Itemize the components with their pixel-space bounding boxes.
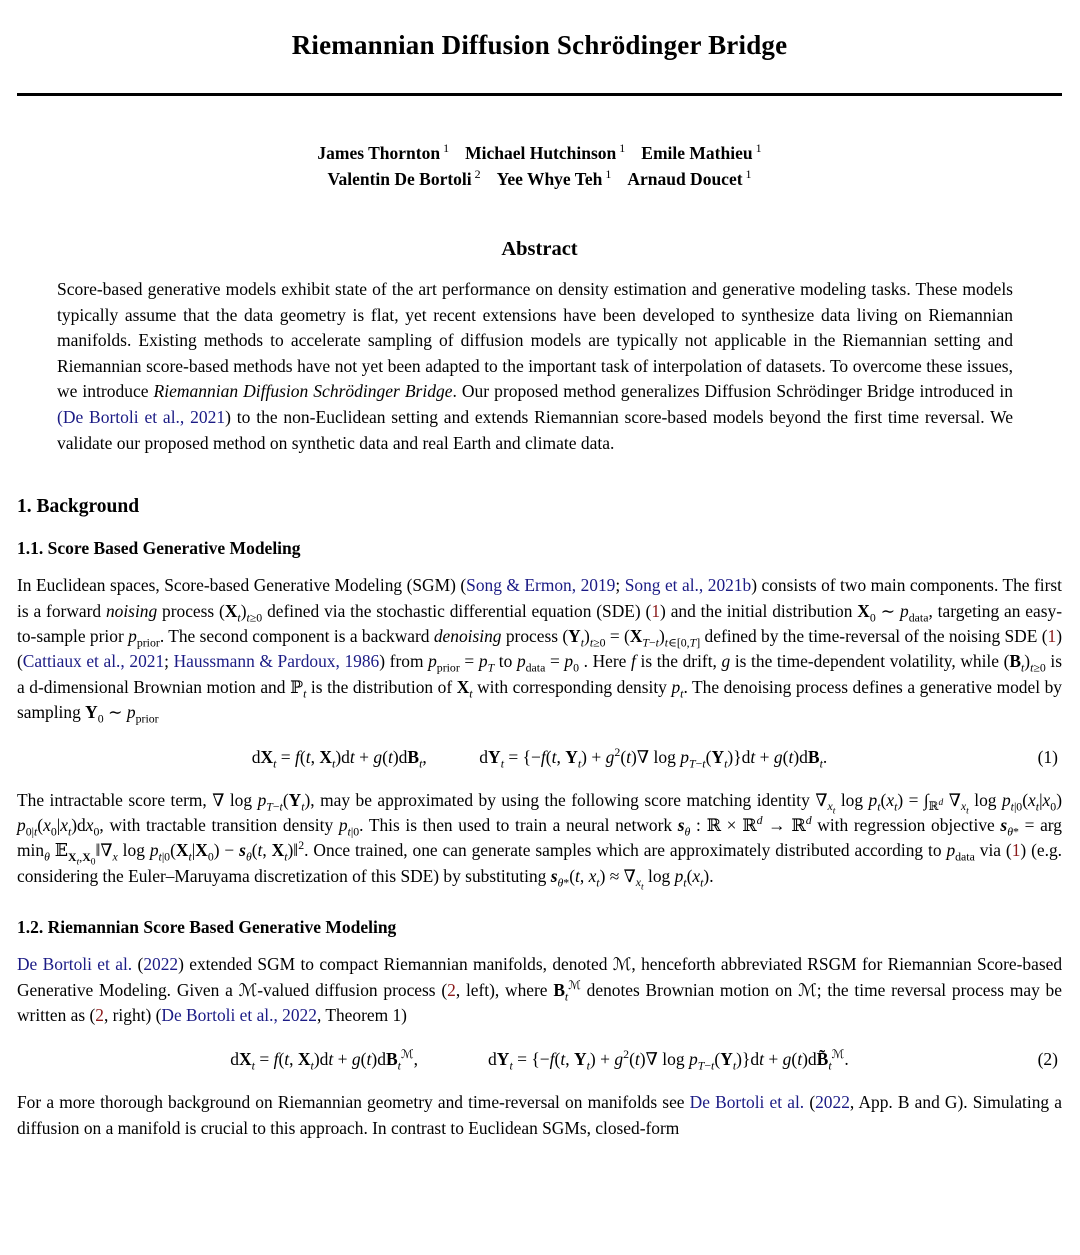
equation-1 — [17, 742, 1062, 772]
text-segment: , App. B and G). Simulating a diffusion on a manifold is crucial to this approach. In contrast to Euclidean SGMs, closed-form — [17, 1092, 1062, 1138]
text-segment: $Y_0$ ∼ $p_{prior}$ — [85, 702, 159, 726]
equation-ref-link[interactable]: 1 — [651, 600, 661, 621]
equation-ref-link[interactable]: 1 — [1011, 840, 1021, 861]
citation-link[interactable]: De Bortoli et al., 2022 — [161, 1005, 317, 1026]
text-segment: ; the time reversal process may be written as ( — [17, 979, 1062, 1026]
text-segment: Yee Whye Teh — [496, 169, 603, 189]
text-segment: noising — [105, 600, 158, 621]
text-segment: defined via the stochastic differential equation (SDE) ( — [262, 600, 652, 621]
citation-link[interactable]: Cattiaux et al., 2021 — [22, 651, 165, 672]
section-heading-background: 1. Background — [17, 496, 140, 518]
text-segment: ℳ — [238, 979, 258, 1000]
text-segment: , may be approximated by using the following score matching identity — [310, 789, 816, 810]
text-segment: ℳ — [612, 954, 632, 975]
equation-2 — [17, 1044, 1062, 1074]
text-segment: , targeting an easy-to-sample prior — [17, 600, 1062, 646]
text-segment: denotes Brownian motion on — [580, 979, 799, 1000]
abstract-text — [57, 277, 1013, 456]
text-segment: $p_{prior}$ — [128, 625, 160, 650]
text-segment: ) (e.g. considering the Euler–Maruyama discretization of this SDE) by substituting — [17, 840, 1063, 886]
text-segment: , Theorem 1) — [316, 1005, 407, 1026]
text-segment: $s_\theta$ : ℝ × ℝ$^d$ → ℝ$^d$ — [677, 813, 812, 839]
text-segment: In Euclidean spaces, Score-based Generative Modeling (SGM) ( — [17, 575, 467, 596]
text-segment: , henceforth abbreviated RSGM for Riemannian Score-based Generative Modeling. Given a — [17, 954, 1063, 1000]
text-segment: $(Y_t)_{t\ge 0} = (X_{T-t})_{t\in[0,T]}$ — [562, 625, 701, 650]
equation-ref-link[interactable]: 1 — [1047, 625, 1057, 646]
subsection-heading-sgm: 1.1. Score Based Generative Modeling — [17, 538, 301, 559]
text-segment: via ( — [974, 840, 1012, 861]
text-segment: . Here — [579, 651, 632, 672]
text-segment: . The second component is a backward — [159, 625, 434, 646]
text-segment: with corresponding density — [472, 676, 672, 697]
text-segment: ℙ$_t$ — [290, 676, 307, 701]
text-segment: ) extended SGM to compact Riemannian manifolds, denoted — [178, 954, 613, 975]
text-segment: Emile Mathieu — [641, 143, 753, 163]
text-segment: is the drift, — [635, 651, 722, 672]
equation-1-body — [17, 742, 1062, 772]
text-segment: $s_{\theta*}(t$, $x_t) \approx \nabla_{x_t}$ $\log p_t(x_t)$ — [550, 865, 710, 893]
equation-ref-link[interactable]: 2 — [95, 1005, 104, 1026]
authors-line-1 — [17, 140, 1062, 166]
equation-ref-link[interactable]: 2 — [447, 979, 456, 1000]
text-segment: . Once trained, one can generate samples which are approximately distributed according to — [304, 840, 947, 861]
text-segment: $p_{t|0}$ — [338, 815, 360, 839]
text-segment: ; — [164, 651, 174, 672]
text-segment: $p_{data} = p_0$ — [516, 651, 580, 675]
text-segment: 1 — [755, 141, 762, 156]
subsection-heading-rsgm: 1.2. Riemannian Score Based Generative Modeling — [17, 917, 397, 938]
header-divider — [17, 93, 1062, 96]
equation-2-number: (2) — [1037, 1049, 1058, 1070]
text-segment: $dX_t = f(t$, $X_t)dt + g(t)dB_t^ℳ$, $dY_t = \{-f(t$, $Y_t) + g^2(t)\nabla$ $\log p_{T-t}(Y_t)\}dt$ + $g(t)dB̃_t^ℳ$. — [230, 1047, 849, 1073]
text-segment: ) consists of two main components. The first is a forward — [17, 575, 1063, 621]
text-segment: with regression objective — [811, 815, 1001, 835]
text-segment: Riemannian Diffusion Schrödinger Bridge — [153, 381, 453, 402]
text-segment: to — [494, 651, 517, 672]
text-segment: James Thornton — [317, 143, 441, 163]
text-segment: $s_{\theta*}$ = arg $\min_\theta$ $𝔼_{X_t,X_0}‖\nabla_x$ $\log p_{t|0}(X_t|X_0) - s_\theta(t$, $X_t)‖^2$ — [17, 815, 1062, 868]
text-segment: , left), where — [455, 979, 554, 1000]
text-segment: 1 — [745, 167, 752, 182]
text-segment: $p_t$ — [671, 676, 684, 701]
text-segment: $X_0$ ∼ $p_{data}$ — [857, 600, 929, 625]
text-segment: The intractable score term, — [17, 789, 213, 810]
text-segment: . The denoising process defines a generative model by sampling — [17, 676, 1062, 723]
text-segment: ( — [132, 954, 144, 975]
text-segment: ) and the initial distribution — [660, 600, 858, 621]
citation-link[interactable]: De Bortoli et al. — [17, 954, 133, 975]
paragraph-rsgm-1 — [17, 952, 1062, 1028]
text-segment: $p_{data}$ — [946, 840, 975, 864]
citation-link[interactable]: Song & Ermon, 2019 — [466, 575, 616, 596]
equation-1-number: (1) — [1037, 746, 1058, 767]
text-segment: f — [631, 651, 636, 672]
text-segment: . Our proposed method generalizes Diffusion Schrödinger Bridge introduced in — [452, 381, 1013, 402]
text-segment: Michael Hutchinson — [465, 143, 617, 163]
citation-link[interactable]: Haussmann & Pardoux, 1986 — [173, 651, 380, 672]
text-segment: ) ( — [17, 625, 1062, 672]
text-segment: is a d-dimensional Brownian motion and — [17, 651, 1063, 697]
text-segment: g — [721, 651, 731, 672]
abstract-heading: Abstract — [501, 238, 578, 260]
text-segment: $dX_t = f(t$, $X_t)dt + g(t)dB_t$, $dY_t = \{-f(t$, $Y_t) + g^2(t)\nabla$ $\log p_{T-t}(Y_t)\}dt + g(t)dB_t$. — [251, 744, 828, 771]
citation-link[interactable]: (De Bortoli et al., 2021 — [57, 406, 226, 427]
text-segment: $p_{prior} = p_T$ — [428, 651, 495, 675]
paragraph-sgm-2 — [17, 788, 1063, 893]
text-segment: ∇ $\log p_{T-t}(Y_t)$ — [212, 789, 311, 814]
text-segment: 1 — [619, 141, 626, 156]
text-segment: . — [709, 865, 714, 886]
text-segment: For a more thorough background on Riemannian geometry and time-reversal on manifolds see — [17, 1092, 690, 1113]
text-segment: ; — [615, 575, 625, 596]
text-segment: . This is then used to train a neural network — [359, 815, 678, 835]
text-segment: 1 — [443, 141, 450, 156]
citation-link[interactable]: 2022 — [815, 1092, 850, 1113]
paragraph-rsgm-2 — [17, 1090, 1062, 1141]
text-segment: Score-based generative models exhibit state of the art performance on density estimation and generative modeling tasks. These models typically assume that the data geometry is flat, yet recent extensions have been developed to synthesize data living on Riemannian manifolds. Existing methods to accelerate sampling of diffusion models are typically not applicable in the Riemannian setting and Riemannian score-based methods have not yet been adapted to the important task of interpolation of datasets. To overcome these issues, we introduce — [57, 279, 1013, 402]
text-segment: is the time-dependent volatility, while — [730, 651, 1004, 672]
text-segment: defined by the time-reversal of the noising SDE ( — [700, 625, 1048, 646]
paper-title: Riemannian Diffusion Schrödinger Bridge — [291, 30, 788, 60]
text-segment: , with tractable transition density — [99, 815, 339, 835]
text-segment: process — [157, 600, 220, 621]
text-segment: -valued diffusion process ( — [257, 979, 448, 1000]
text-segment: ) to the non-Euclidean setting and extends Riemannian score-based models beyond the first time reversal. We validate our proposed method on synthetic data and real Earth and climate data. — [57, 406, 1013, 453]
text-segment: ( — [804, 1092, 816, 1113]
text-segment: , right) ( — [103, 1005, 162, 1026]
text-segment: 2 — [474, 167, 481, 182]
text-segment: $(X_t)_{t\ge 0}$ — [219, 600, 263, 625]
text-segment: denoising — [433, 625, 502, 646]
text-segment: is the distribution of — [306, 676, 457, 697]
text-segment: $X_t$ — [456, 676, 473, 701]
text-segment: $B_t^ℳ$ — [553, 977, 581, 1004]
citation-link[interactable]: De Bortoli et al. — [689, 1092, 805, 1113]
equation-2-body — [17, 1044, 1062, 1074]
text-segment: process — [501, 625, 563, 646]
text-segment: $(B_t)_{t\ge 0}$ — [1003, 651, 1046, 675]
text-segment: Valentin De Bortoli — [327, 169, 472, 189]
text-segment: $\nabla_{x_t}$ $\log p_t(x_t) = \int_{ℝ^d}$ $\nabla_{x_t}$ $\log p_{t|0}(x_t|x_0)$ $p_{0|t}(x_0|x_t)dx_0$ — [17, 789, 1062, 839]
authors-line-2 — [17, 166, 1062, 192]
text-segment: ℳ — [798, 979, 817, 1000]
text-segment: ) from — [379, 651, 429, 672]
citation-link[interactable]: Song et al., 2021b — [624, 575, 752, 596]
text-segment: Arnaud Doucet — [627, 169, 743, 189]
paragraph-sgm-1 — [17, 573, 1062, 725]
text-segment: 1 — [605, 167, 612, 182]
citation-link[interactable]: 2022 — [143, 954, 179, 975]
